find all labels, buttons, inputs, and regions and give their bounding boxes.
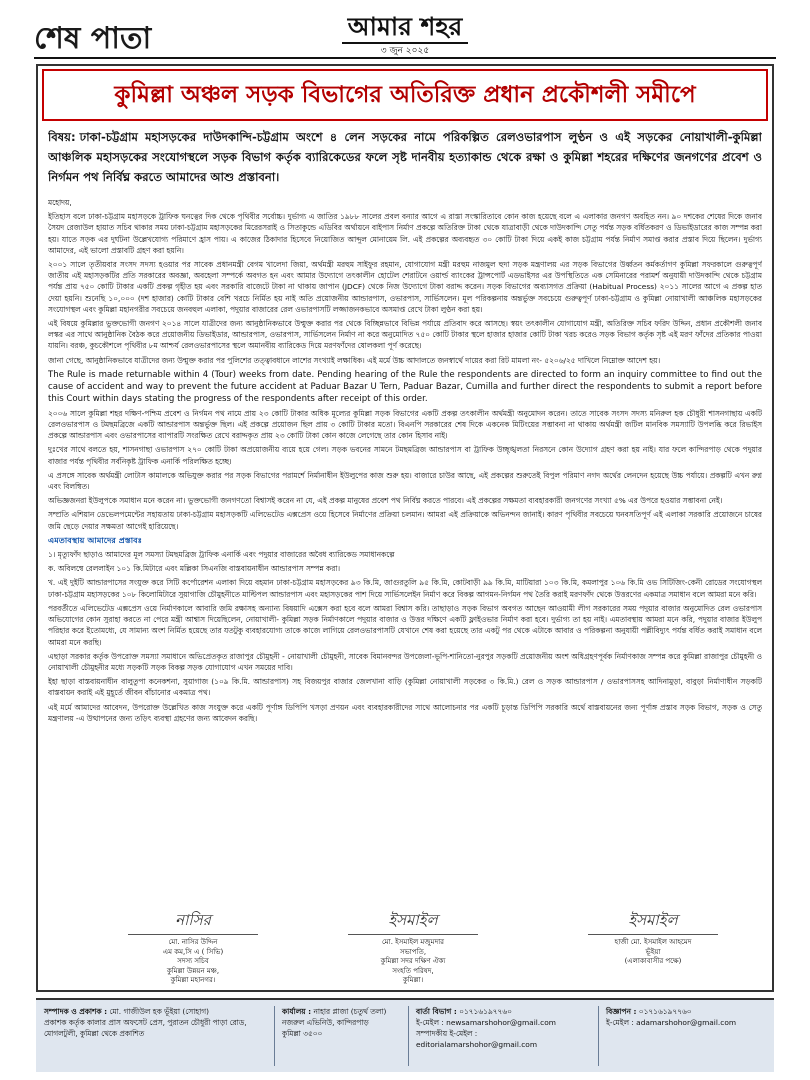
subject-text: ঢাকা-চট্টগ্রাম মহাসড়কের দাউদকান্দি-চট্টগ্রাম অংশে ৪ লেন সড়কের নামে পরিকল্পিত রেলওভারপাস লুণ্ঠন ও এই সড়কের নোয়াখালী-কুমিল্লা আঞ্চলিক মহাসড়কের সংযোগস্থলে সড়ক বিভাগ কর্তৃক ব্যারিকেডের ফলে সৃষ্ট দানবীয় হত্যাকান্ড থেকে রক্ষা ও কুমিল্লা শহরের দক্ষিণের জনগণের প্রবেশ ও নির্গমন পথ নির্বিঘ্ন করতে আমাদের আশু প্রস্তাবনা।	[48, 130, 762, 184]
news-label: বার্তা বিভাগ :	[416, 1007, 457, 1016]
paragraph: ইতিহাস বলে ঢাকা-চট্টগ্রাম মহাসড়কে ট্রাফিক ঘনত্বের দিক থেকে পৃথিবীর সর্বোচ্চ। দুর্ভাগ্য এ জাতির ১৯৮৮ সালের প্রবল বন্যার আগে এ রাস্তা সংস্কারিতাবে কোন কাজ হয়েছে বলে এ এলাকার জনগণ অবহিত নন। ৯০ দশকের শেষের দিকে জনাব সৈয়দ রেজাউল হায়াত সচিব থাকার সময় ঢাকা-চট্টগ্রাম মহাসড়কের মিরেরসরাই ও সিতাকুন্ডে এডিবির অর্থায়নে বাইপাস নির্মাণ প্রকল্পে অতিরিক্ত টাকা থেকে যাত্রাবাড়ী থেকে দাউদকান্দি সেতু পর্যন্ত সড়ক বর্ধিতকরণ ও ডিভাইডারের কাজ সম্পন্ন করা হয়। যাতে সড়ক এর দুর্ঘটনা উল্লেখযোগ্য পরিমাণে হ্রাস পায়। এ কাজের ঠিকাদার হিসেবে নিয়োজিত আব্দুল মোনায়েম লি. এই প্রকল্পের অব্যবহৃত ৩০ কোটি টাকা দিয়ে একই কাজ চট্টগ্রাম পর্যন্ত নির্মাণ সমাপ্ত করার প্রস্তাব দিয়ে ছিলেন। দুর্ভাগ্য আমাদের, এই ভালো প্রস্তাবটি গ্রহণ করা হয়নি।	[48, 212, 762, 255]
signature-scrawl: ইসমাইল	[348, 906, 478, 935]
signer-detail: কুমিল্লা উন্নয়ন মঞ্চ,	[166, 966, 220, 975]
printer-line: প্রকাশক কর্তৃক কালার প্রাস অফসেট প্রেস, পুরাতন চৌধুরী পাড়া রোড, মোগলটুলী, কুমিল্লা থেকে প্রকাশিত	[44, 1018, 247, 1038]
office-line: কুমিল্লা ৩৫০০	[282, 1029, 323, 1038]
section-title: শেষ পাতা	[34, 21, 152, 56]
office-line: নাহার প্লাজা (চতুর্থ তলা)	[313, 1007, 387, 1016]
publisher-info	[44, 1006, 272, 1039]
court-order-quote: The Rule is made returnable within 4 (Tour) weeks from date. Pending hearing of the Rule the respondents are directed to form an inquiry committee to find out the cause of accident and way to prevent the future accident at Paduar Bazar U Tern, Paduar Bazar, Cumilla and further direct the respondents to submit a report before this Court within days stating the progress of the respondents after receipt of this order.	[48, 369, 762, 404]
proposal-item: এই মর্মে আমাদের আবেদন, উপরোক্ত উল্লেখিত কাজ সংযুক্ত করে একটি পূর্ণাঙ্গ ডিপিপি খসড়া প্রণয়ন এবং ব্যবহারকারীদের সাথে আলোচনার পর একটি চূড়ান্ত ডিপিপি সরকারি অর্থে বাস্তবায়নের জন্য পূর্ণাঙ্গ প্রস্তাব সড়ক বিভাগ, সড়ক ও সেতু মন্ত্রণালয় -এ উত্থাপনের জন্য তড়িৎ ব্যবস্থা গ্রহণের জন্য আবেদন করছি।	[48, 702, 762, 723]
signer-detail: সভাপতি,	[399, 947, 427, 956]
signature	[328, 906, 498, 986]
paragraph: ২০০১ সালে তৃতীয়বার সংসদ সদস্য হওয়ার পর সাবেক প্রধানমন্ত্রী বেগম খালেদা জিয়া, অর্থমন্ত্রী মরহুম সাইফুর রহমান, যোগাযোগ মন্ত্রী মরহুম নাজমুল হুদা সড়ক মন্ত্রণালয় এর সড়ক বিভাগের উর্ধ্বতন কর্মকর্তাগণ কুমিল্লা সফরকালে গুরুত্বপূর্ণ জাতীয় এই মহাসড়কটির প্রতি সরকারের অবজ্ঞা, অবহেলা সম্পর্কে অবগত হন এবং আমার উদ্যোগে তৎকালীন হোটেল শেরাটনে ওয়ার্ল্ড ব্যাংকের ট্রান্সপোর্ট এডভাইসর এর উপস্থিতিতে এক সেমিনারের পরামর্শ অনুযায়ী দাউদকান্দি থেকে চট্টগ্রাম পর্যন্ত প্রায় ৭৫০ কোটি টাকার একটি প্রকল্প গৃহীত হয় এবং সরকারি বাজেটে টাকা না থাকায় জাপান (JDCF) থেকে নিজ উদ্যোগে টাকা বরাদ্দ করেন। সড়ক বিভাগের অব্যাসগত প্রক্রিয়া (Habitual Process) ২০১১ সালের আগে এ প্রকল্প হাত দেয়া হয়নি। শুনেছি ১০,০০০ (দশ হাজার) কোটি টাকার বেশি খরচে নির্মিত হয় নাই অতি প্রয়োজনীয় আন্ডারপাস, ওভারপাস, সার্ভিসলেন। মূল পরিকল্পনায় অন্তর্ভুক্ত সবচেয়ে গুরুত্বপূর্ণ ঢাকা-চট্টগ্রাম ও কুমিল্লা নোয়াখালী আঞ্চলিক মহাসড়কের সংযোগস্থল এবং কুমিল্লা মহানগরীর সবচেয়ে জনবহুল এলাকা, পদুয়ার বাজারের রেল ওভারপাসটি লজ্জাজনকভাবে অসমাপ্ত রেখে টাকা লুণ্ঠন করা হয়।	[48, 260, 762, 314]
signer-name: মো. নাসির উদ্দিন	[168, 938, 218, 946]
news-email[interactable]: newsamarshohor@gmail.com	[446, 1018, 556, 1027]
proposal-item: ইহা ছাড়া বাস্তবায়নাধীন বালুতুপা কনেকশনা, সুয়াগাজ (১০৯ কি.মি. আন্ডারপাস) সহ বিজয়পুর বাজার জেলখানা বাড়ি (কুমিল্লা নোয়াখালী সড়কের ৩ কি.মি.) রেল ও সড়ক আন্ডারপাস / ওভারপাসসহ আদিনামুড়া, বাবুড়া নির্মাণাধীন সড়কটি বাস্তবায়ন করাই এই মুহূর্তে জীবন বাঁচানোর একমাত্র পথ।	[48, 677, 762, 698]
ad-email[interactable]: adamarshohor@gmail.com	[636, 1018, 737, 1027]
paragraph: ২০০৬ সালে কুমিল্লা শহর দক্ষিণ-পশ্চিম প্রবেশ ও নির্গমন পথ নামে প্রায় ২৩ কোটি টাকার অধিক মূল্যের কুমিল্লা সড়ক বিভাগের একটি প্রকল্প তৎকালীন অর্থমন্ত্রী অনুমোদন করেন। তাতে সাবেক সংসদ সদস্য মনিরুল হক চৌধুরী শাসনগাছায় একটি রেলওভারপাস ও টমছমব্রিজে একটি আন্ডারপাস অন্তর্ভুক্ত ছিল। এই প্রকল্পে প্রয়োজন ছিল প্রায় ৩ কোটি টাকার মতো। বিএনপি সরকারের শেষ দিকে একনেক মিটিংয়ের সম্ভাবনা না থাকায় অর্থমন্ত্রী জটিল মানবিক সমস্যাটি উপলব্ধি করে রিভাইস প্রকল্পে আন্ডারপাস এবং ওভারপাসের ব্যাপারটি সংরক্ষিত রেখে বরাদ্দকৃত প্রায় ২৩ কোটি টাকা কোন কাজে লেগেছে তার কোন হিসাব নাই।	[48, 408, 762, 441]
ad-phone: ০১৭১৬১৯৭৭৬০	[638, 1007, 692, 1016]
paragraph: অভিজ্ঞজনরা ইউলুপকে সমাধান মনে করেন না। ভুক্তভোগী জনগণতো বিশ্বাসই করেন না যে, এই প্রকল্প মানুষের প্রবেশ পথ নির্বিঘ্ন করতে পারবে। এই প্রকল্পের সক্ষমতা ব্যবহারকারী জনগণের সংখ্যা ৫% এর উপরে হওয়ার সম্ভাবনা নেই।	[48, 496, 723, 506]
salutation: মহোদয়,	[48, 198, 72, 207]
signer-detail: কুমিল্লা সদর দক্ষিণ ঐক্য	[380, 957, 446, 965]
proposal-item: এছাড়া সরকার কর্তৃক উপরোক্ত সমস্যা সমাধানে অভিপ্রেতকৃত রাজাপুর চৌমুহনী - নোয়াখালী চৌমুহনী, সাবেক বিমানবন্দর উপজেলা-ভূপি-শানিতো-নুরপুর সড়কটি প্রয়োজনীয় অংশ অধিগ্রহণপূর্বক নির্মাণকাজ সম্পন্ন করে কুমিল্লা রাজাপুর চৌমুহনী ও নোয়াখালী চৌমুহনীর মধ্যে সড়কটি সড়ক বিকল্প সড়ক যোগাযোগ এখন সময়ের দাবি।	[48, 651, 762, 672]
editorial-email[interactable]: editorialamarshohor@gmail.com	[416, 1040, 538, 1049]
signer-detail: (এলাকাবাসীর পক্ষে)	[624, 957, 682, 965]
signer-detail: ভূঁইয়া	[645, 947, 661, 956]
signature-scrawl: ইসমাইল	[588, 906, 718, 935]
publisher-label: সম্পাদক ও প্রকাশক :	[44, 1007, 108, 1016]
proposal-item: খ. এই দুইটি আন্ডারপাসের সংযুক্ত করে সিটি কর্পোরেশন এলাকা দিয়ে বহমান ঢাকা-চট্টগ্রাম মহাসড়কের ৯৩ কি.মি, জাগুরতুলি ৯৫ কি.মি, কোটবাড়ী ৯৯ কি.মি, মাটিয়ারা ১০৩ কি.মি, কমলাপুর ১০৬ কি.মি ওভ সিটিজিং-কেনী রোডের সংযোগস্থল ঢাকা-চট্টগ্রাম মহাসড়কের ১০৮ কিলোমিটারে সুয়াগাজি চৌমুহনীতে মাল্টিপল আন্ডারপাস এবং মহাসড়কের পাশ দিয়ে সার্ভিসলেইন নির্মাণ করে বিকল্প আগমন-নির্গমন পথ তৈরি করাই মরণফাঁদ থেকে উত্তরণের একমাত্র সমাধান বলে আমরা মনে করি।	[48, 578, 762, 599]
paragraph: দুঃখের সাথে বলতে হয়, শাসনগাছা ওভারপাস ২৭০ কোটি টাকা অপ্রয়োজনীয় ব্যয়ে হয়ে গেল। সড়ক ভবনের সামনে টমছমব্রিজ আন্ডারপাস বা ট্রাফিক উচ্ছৃঙ্খলতা নিরসনে কোন উদ্যোগ গ্রহণ করা হয় নাই। যার ফলে কান্দিরপাড় থেকে পদুয়ার বাজার পর্যন্ত পৃথিবীর সর্বনিকৃষ্ট ট্রাফিক এনার্কি পরিলক্ষিত হচ্ছে।	[48, 445, 762, 466]
signer-name: মো. ইসমাইল মজুমদার	[381, 938, 445, 946]
headline: কুমিল্লা অঞ্চল সড়ক বিভাগের অতিরিক্ত প্রধান প্রকৌশলী সমীপে	[42, 69, 768, 121]
signer-detail: সদস্য সচিব	[177, 957, 209, 965]
paragraph: জানা গেছে, আনুষ্ঠানিকভাবে যাত্রীদের জন্য উন্মুক্ত করার পর পুলিশের তত্ত্বাবধানে লাশের সংখ্যাই লক্ষাধিক। এই মর্মে উচ্চ আদালতে জনস্বার্থে দায়ের করা রিট মামলা নং- ৫২০৬/২৫ দাখিলে নিম্নোক্ত আদেশ হয়।	[48, 355, 661, 365]
paragraph: এই বিষয়ে কুমিল্লার ভুক্তভোগী জনগণ ২০১৪ সালে যাত্রীদের জন্য আনুষ্ঠানিকভাবে উন্মুক্ত করার পর থেকে বিচ্ছিন্নভাবে বিভিন্ন পর্যায়ে প্রতিবাদ করে আসছে। স্বয়ং তৎকালীন যোগাযোগ মন্ত্রী, অতিরিক্ত সচিব ফরিদ উদ্দিন, প্রধান প্রকৌশলী জনাব লস্কর এর সাথে আনুষ্ঠানিক বৈঠক করে প্রয়োজনীয় ডিভাইডার, আন্ডারপাস, ওভারপাস, সার্ভিসলেন নির্মাণ না করে অনুমোদিত ৭৫০ কোটি টাকার স্থলে হাজার হাজার কোটি টাকা খরচ করেও সড়ক বিভাগ কর্তৃক সৃষ্ট এই মরণ ফাঁদের প্রতিকার পাওয়া যায়নি। বরঞ্চ, কুচকৌশলে পৃথিবীর ৮ম আশ্চর্য রেলওভারপাসের স্থলে অমানবীয় ব্যারিকেড দিয়ে মরণফাঁদের ষোলকলা পূর্ণ করেছে।	[48, 319, 762, 351]
signer-detail: সংহতি পরিষদ,	[392, 966, 434, 975]
office-line: নজরুল এভিনিউ, কান্দিরপাড়	[282, 1018, 369, 1027]
letter-body	[48, 197, 762, 837]
news-email-label: ই-মেইল :	[416, 1018, 444, 1027]
ad-email-label: ই-মেইল :	[606, 1018, 634, 1027]
signer-name: হাজী মো. ইসমাইল আহমেদ	[614, 938, 692, 946]
proposal-item: পরবর্তীতে এলিভেটেড এক্সপ্রেস ওয়ে নির্মাণকালে আবারি জমি রক্ষাসহ অন্যান্য বিষয়াদি এক্সেস করা হবে বলে আমরা বিশ্বাস করি। তাছাড়াও সড়ক বিভাগ অবগত আছেন আওয়ামী লীগ সরকারের সময় পদুয়ার বাজার অনুমোদিত রেল ওভারপাস অভিযোগের কোন সুরাহা করতে না পেরে মন্ত্রী আশ্বাস দিয়েছিলেন, নোয়াখালী- কুমিল্লা সড়ক নির্মাণকালে পদুয়ার বাজার ও উত্তর দক্ষিণে একটি ফ্লাইওভার নির্মাণ করা হবে। দুর্ভাগ্য তা হয় নাই। এমতাবস্থায় আমরা মনে করি, পদুয়ার বাজার ইউলুপ পরিহার করে ইতোমধ্যে, যে সামান্য অংশ নির্মিত হয়েছে তার যতটুকু ব্যবহারযোগ্য তাকে কাজে লাগিয়ে রেলওভারপাসটি যেখানে শেষ করা হয়েছে তার একটু পর থেকে এটাকে আবার ও পরিকল্পনা অনুযায়ী পল্লীবিদ্যুৎ পর্যন্ত বর্ধিত করাই সমাধান বলে আমরা মনে করছি।	[48, 603, 762, 647]
editorial-email-label: সম্পাদকীয় ই-মেইল :	[416, 1029, 478, 1038]
masthead-rule	[34, 57, 776, 59]
signer-detail: এম কম,সি এ ( সিভি)	[162, 947, 224, 956]
newspaper-name: আমার শহর	[342, 12, 468, 44]
proposal-title: এমতাবস্থায় আমাদের প্রস্তাবঃ	[48, 534, 143, 545]
advertisement-frame	[36, 64, 774, 992]
footer-divider	[274, 1006, 275, 1066]
brand-block	[320, 12, 490, 58]
signature-scrawl: নাসির	[128, 906, 258, 935]
subject	[48, 127, 762, 187]
issue-date: ৩ জুন ২০২৫	[380, 46, 430, 56]
footer-divider	[408, 1006, 409, 1066]
subject-label: বিষয়:	[48, 130, 76, 144]
proposal-item: ১। মৃত্যুফাঁদ ছাড়াও আমাদের মূল সমস্যা টমছমব্রিজ ট্রাফিক এনার্কি এবং পদুয়ার বাজারের অবৈধ ব্যারিকেড সমাধানকল্পে	[48, 550, 395, 560]
office-info	[282, 1006, 402, 1039]
publisher-name: মো. গাজীউল হক ভূঁইয়া (সোহাগ)	[109, 1007, 210, 1016]
signer-detail: কুমিল্লা মহানগর।	[170, 976, 216, 984]
proposal-item: ক. অবিলম্বে রেললাইন ১০১ কি.মিটারে এবং মল্লিকা সিএনজি বাস্তবায়নাধীন আন্ডারপাস সম্পন্ন করা।	[48, 564, 341, 574]
signer-detail: কুমিল্লা।	[402, 976, 424, 984]
paragraph: সম্প্রতি এশিয়ান ডেভেলপমেন্টের সহায়তায় ঢাকা-চট্টগ্রাম মহাসড়কটি এলিভেটেড এক্সপ্রেস ওয়ে হিসেবে নির্মাণের প্রক্রিয়া চলমান। আমরা এই প্রক্রিয়াকে অভিনন্দন জানাই। কারণ পৃথিবীর সবচেয়ে ঘনবসতিপূর্ণ এই এলাকা সরকারি প্রয়োজনে চাষের জমি ছেড়ে দেয়ার সক্ষমতা আগেই হারিয়েছে।	[48, 510, 762, 531]
ad-label: বিজ্ঞাপন :	[606, 1007, 637, 1016]
news-desk-info	[416, 1006, 576, 1050]
office-label: কার্যালয় :	[282, 1007, 312, 1016]
signature	[568, 906, 738, 967]
advert-info	[606, 1006, 771, 1028]
imprint-footer	[36, 998, 774, 1072]
paragraph: এ প্রসঙ্গে সাবেক অর্থমন্ত্রী লোটাস কামালকে অভিযুক্ত করার পর সড়ক বিভাগের পরামর্শে নির্মানাধীন ইউলুপের কাজ শুরু হয়। বাজারে চাউর আছে, এই প্রকল্পের শুরুতেই বিপুল পরিমাণ নগদ অর্থের লেনদেন হয়েছে উচ্চ পর্যায়ে। প্রকল্পটি এখন রুগ্ন এবং বিলম্বিত।	[48, 470, 762, 492]
news-phone: ০১৭১৬১৯৭৭৬০	[459, 1007, 512, 1016]
signature	[108, 906, 278, 986]
masthead	[0, 0, 810, 60]
footer-divider	[598, 1006, 599, 1066]
signature-block	[98, 906, 732, 986]
